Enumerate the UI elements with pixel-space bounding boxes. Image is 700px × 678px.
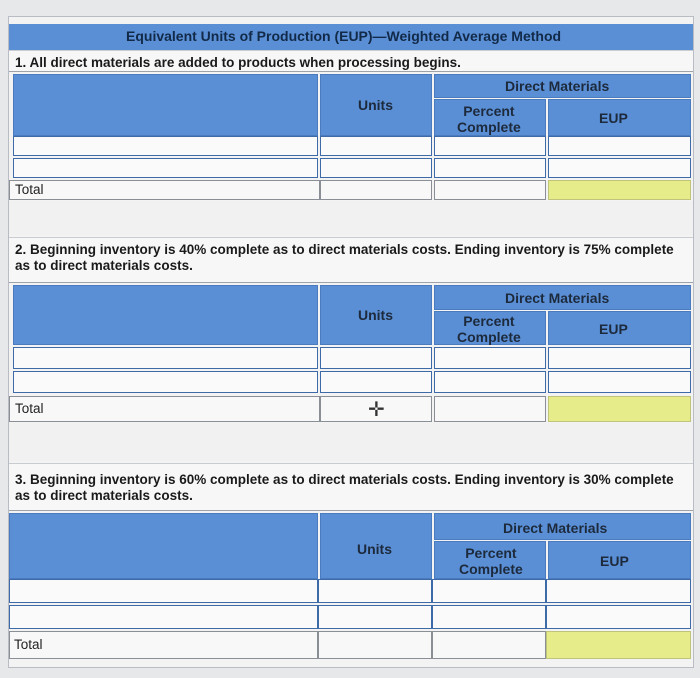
percent-complete-header-label: Percent Complete — [459, 545, 523, 577]
eup-header-label: EUP — [600, 553, 629, 569]
section-1-row-2-label-input[interactable] — [13, 158, 318, 178]
section-3-units-header — [320, 513, 432, 579]
question-1-text: 1. All direct materials are added to products when processing begins. — [9, 50, 693, 72]
direct-materials-header-label: Direct Materials — [505, 78, 610, 94]
section-2-row-2-percent-input[interactable] — [434, 371, 546, 393]
direct-materials-header-label: Direct Materials — [505, 290, 610, 306]
section-3-total-row — [9, 631, 318, 659]
section-1-total-units — [320, 180, 432, 200]
section-1-row-2-eup-input[interactable] — [548, 158, 691, 178]
direct-materials-header-label: Direct Materials — [503, 520, 608, 536]
section-2-row-2-label-input[interactable] — [13, 371, 318, 393]
section-1-row-1-label-input[interactable] — [13, 136, 318, 156]
section-2-row-label-header — [13, 285, 318, 345]
section-3-row-1-percent-input[interactable] — [432, 579, 546, 603]
worksheet-title-bar — [9, 24, 693, 50]
section-3-direct-materials-header — [434, 513, 691, 540]
section-2-row-1-units-input[interactable] — [320, 347, 432, 369]
eup-header-label: EUP — [599, 321, 628, 337]
section-3-row-1-label-input[interactable] — [9, 579, 318, 603]
section-2-units-header — [320, 285, 432, 345]
section-spacer — [9, 423, 693, 461]
section-1-row-1-units-input[interactable] — [320, 136, 432, 156]
section-2-total-units — [320, 396, 432, 422]
percent-complete-header-label: Percent Complete — [457, 313, 521, 345]
section-1-percent-complete-header — [434, 99, 546, 136]
section-1-row-1-eup-input[interactable] — [548, 136, 691, 156]
total-label: Total — [14, 637, 43, 652]
percent-complete-header-label: Percent Complete — [457, 103, 521, 135]
eup-worksheet — [8, 16, 694, 668]
section-3-percent-complete-header — [434, 541, 546, 579]
section-3-row-1-units-input[interactable] — [318, 579, 432, 603]
section-1-row-label-header — [13, 74, 318, 136]
units-header-label: Units — [358, 307, 393, 323]
section-2-eup-header — [548, 311, 691, 345]
section-3-total-eup-input[interactable] — [546, 631, 691, 659]
section-1-units-header — [320, 74, 432, 136]
section-3-total-units — [318, 631, 432, 659]
total-label: Total — [15, 401, 44, 416]
section-2-row-1-eup-input[interactable] — [548, 347, 691, 369]
worksheet-title: Equivalent Units of Production (EUP)—Weighted Average Method — [126, 28, 562, 44]
section-3-row-2-percent-input[interactable] — [432, 605, 546, 629]
total-label: Total — [15, 182, 44, 197]
eup-header-label: EUP — [599, 110, 628, 126]
section-1-total-row — [9, 180, 320, 200]
section-2-row-1-label-input[interactable] — [13, 347, 318, 369]
section-2-total-eup-input[interactable] — [548, 396, 691, 422]
section-1-total-percent — [434, 180, 546, 200]
section-1-row-1-percent-input[interactable] — [434, 136, 546, 156]
section-1-direct-materials-header — [434, 74, 691, 98]
section-3-eup-header — [548, 541, 691, 579]
move-cross-icon: ✛ — [368, 399, 385, 421]
question-2-text: 2. Beginning inventory is 40% complete as to direct materials costs. Ending inventory is 75% complete as to direct materials costs. — [9, 237, 693, 283]
section-1-eup-header — [548, 99, 691, 136]
section-2-direct-materials-header — [434, 285, 691, 310]
section-2-row-2-eup-input[interactable] — [548, 371, 691, 393]
section-2-total-percent — [434, 396, 546, 422]
units-header-label: Units — [357, 541, 392, 557]
section-1-row-2-percent-input[interactable] — [434, 158, 546, 178]
section-3-total-percent — [432, 631, 546, 659]
section-3-row-2-units-input[interactable] — [318, 605, 432, 629]
question-3-text: 3. Beginning inventory is 60% complete as to direct materials costs. Ending inventory is 30% complete as to direct materials costs. — [9, 463, 693, 511]
units-header-label: Units — [358, 97, 393, 113]
section-2-row-2-units-input[interactable] — [320, 371, 432, 393]
section-2-row-1-percent-input[interactable] — [434, 347, 546, 369]
section-2-total-row — [9, 396, 320, 422]
section-3-row-label-header — [9, 513, 318, 579]
section-1-total-eup-input[interactable] — [548, 180, 691, 200]
section-3-row-2-label-input[interactable] — [9, 605, 318, 629]
section-spacer — [9, 201, 693, 235]
section-1-row-2-units-input[interactable] — [320, 158, 432, 178]
section-3-row-1-eup-input[interactable] — [546, 579, 691, 603]
section-3-row-2-eup-input[interactable] — [546, 605, 691, 629]
section-2-percent-complete-header — [434, 311, 546, 345]
